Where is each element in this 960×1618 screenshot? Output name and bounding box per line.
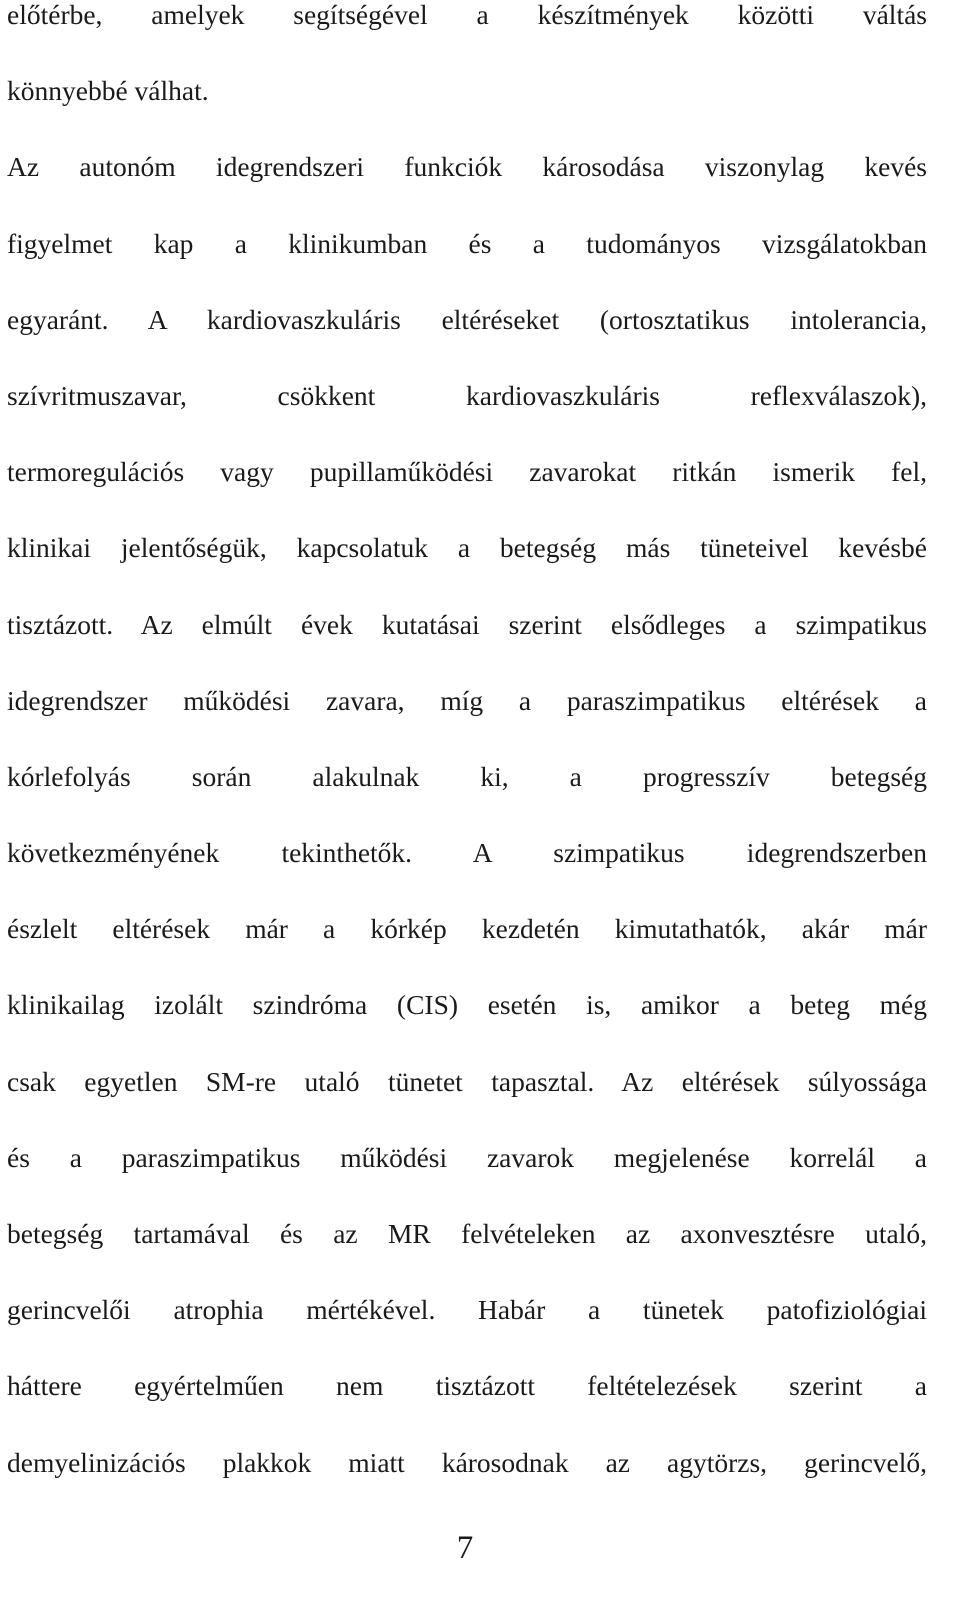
- text-line: csak egyetlen SM-re utaló tünetet tapasztal. Az eltérések súlyossága: [7, 1066, 927, 1097]
- text-line: Az autonóm idegrendszeri funkciók károsodása viszonylag kevés: [7, 152, 927, 183]
- text-line: idegrendszer működési zavara, míg a paraszimpatikus eltérések a: [7, 685, 927, 716]
- text-line: betegség tartamával és az MR felvételeken az axonvesztésre utaló,: [7, 1219, 927, 1249]
- text-line: gerincvelői atrophia mértékével. Habár a tünetek patofiziológiai: [7, 1295, 927, 1326]
- text-line: figyelmet kap a klinikumban és a tudományos vizsgálatokban: [7, 228, 927, 259]
- text-line: következményének tekinthetők. A szimpatikus idegrendszerben: [7, 838, 927, 869]
- text-line: klinikai jelentőségük, kapcsolatuk a betegség más tüneteivel kevésbé: [7, 533, 927, 564]
- text-line: előtérbe, amelyek segítségével a készítmények közötti váltás: [7, 0, 927, 30]
- text-line: klinikailag izolált szindróma (CIS) esetén is, amikor a beteg még: [7, 990, 927, 1021]
- page-number: 7: [456, 1530, 474, 1566]
- text-line: háttere egyértelműen nem tisztázott feltételezések szerint a: [7, 1371, 927, 1402]
- text-line: tisztázott. Az elmúlt évek kutatásai szerint elsődleges a szimpatikus: [7, 609, 927, 640]
- text-line: észlelt eltérések már a kórkép kezdetén kimutathatók, akár már: [7, 914, 927, 945]
- document-page: [7, 0, 927, 1524]
- text-line: demyelinizációs plakkok miatt károsodnak az agytörzs, gerincvelő,: [7, 1447, 927, 1478]
- text-line: egyaránt. A kardiovaszkuláris eltéréseket (ortosztatikus intolerancia,: [7, 304, 927, 335]
- text-line: és a paraszimpatikus működési zavarok megjelenése korrelál a: [7, 1142, 927, 1173]
- text-line: könnyebbé válhat.: [7, 76, 209, 107]
- text-line: termoregulációs vagy pupillaműködési zavarokat ritkán ismerik fel,: [7, 457, 927, 488]
- text-line: szívritmuszavar, csökkent kardiovaszkuláris reflexválaszok),: [7, 380, 927, 411]
- text-line: kórlefolyás során alakulnak ki, a progresszív betegség: [7, 761, 927, 792]
